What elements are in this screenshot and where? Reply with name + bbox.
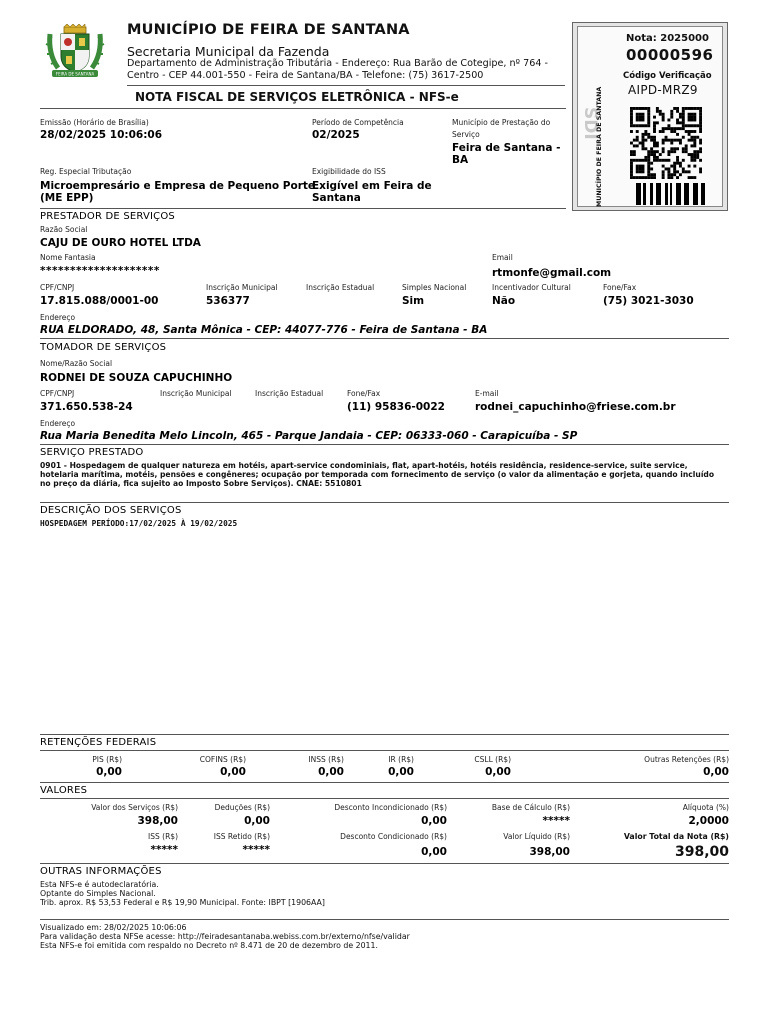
valor-liquido-label: Valor Líquido (R$)	[503, 832, 570, 841]
inscricao-municipal-value: 536377	[206, 295, 250, 307]
endereco-value: RUA ELDORADO, 48, Santa Mônica - CEP: 44077-776 - Feira de Santana - BA	[40, 324, 488, 336]
valor-total-value: 398,00	[674, 844, 729, 860]
endereco-label: Endereço	[40, 313, 76, 322]
inss-value: 0,00	[318, 766, 344, 778]
valor-servicos-value: 398,00	[137, 815, 178, 827]
nota-label: Nota: 2025000	[626, 33, 709, 44]
valores-section-title: VALORES	[40, 785, 88, 796]
outras-section-title: OUTRAS INFORMAÇÕES	[40, 866, 162, 877]
iss-label: ISS (R$)	[148, 832, 178, 841]
divider	[40, 863, 729, 864]
inscricao-estadual-label: Inscrição Estadual	[306, 283, 375, 292]
divider	[40, 444, 729, 445]
iss-value: *****	[150, 844, 178, 856]
aliquota-label: Alíquota (%)	[682, 803, 729, 812]
desconto-condicionado-value: 0,00	[421, 846, 447, 858]
municipio-label-2: Serviço	[452, 130, 480, 139]
divider	[40, 798, 729, 799]
secretaria-title: Secretaria Municipal da Fazenda	[127, 44, 330, 59]
svg-text:FEIRA DE SANTANA: FEIRA DE SANTANA	[55, 71, 95, 77]
watermark: SDI	[580, 107, 600, 140]
divider	[40, 502, 729, 503]
inscricao-municipal-label: Inscrição Municipal	[206, 283, 278, 292]
servico-text-line-2: hotelaria marítima, motéis, pensões e congêneres; ocupação por temporada com fornecimento de serviço (o valor da alimentação e gorjeta, quando incluído	[40, 470, 715, 479]
razao-social-label: Razão Social	[40, 225, 88, 234]
divider	[40, 108, 566, 109]
divider	[40, 734, 729, 735]
verification-label: Código Verificação	[623, 71, 712, 81]
divider	[40, 208, 566, 209]
municipio-value-2: BA	[452, 154, 469, 166]
divider	[40, 782, 729, 783]
tomador-fone-value: (11) 95836-0022	[347, 401, 445, 413]
reg-value-1: Microempresário e Empresa de Pequeno Porte	[40, 180, 316, 192]
fone-label: Fone/Fax	[603, 283, 637, 292]
periodo-value: 02/2025	[312, 129, 360, 141]
email-value: rtmonfe@gmail.com	[492, 267, 612, 279]
descricao-text: HOSPEDAGEM PERÍODO:17/02/2025 À 19/02/2025	[40, 519, 238, 528]
tomador-ie-label: Inscrição Estadual	[255, 389, 324, 398]
tomador-nome-value: RODNEI DE SOUZA CAPUCHINHO	[40, 372, 233, 384]
emissao-value: 28/02/2025 10:06:06	[40, 129, 163, 141]
verification-box	[572, 22, 728, 211]
valor-total-label: Valor Total da Nota (R$)	[623, 832, 729, 841]
valor-liquido-value: 398,00	[529, 846, 570, 858]
pis-label: PIS (R$)	[92, 755, 122, 764]
aliquota-value: 2,0000	[688, 815, 729, 827]
divider	[127, 85, 565, 86]
verification-code: AIPD-MRZ9	[628, 83, 698, 97]
tomador-im-label: Inscrição Municipal	[160, 389, 232, 398]
razao-social-value: CAJU DE OURO HOTEL LTDA	[40, 237, 201, 249]
header-address-line-2: Centro - CEP 44.001-550 - Feira de Santana/BA - Telefone: (75) 3617-2500	[127, 70, 484, 81]
divider	[40, 750, 729, 751]
exigibilidade-value-2: Santana	[312, 192, 361, 204]
cofins-value: 0,00	[220, 766, 246, 778]
fone-value: (75) 3021-3030	[603, 295, 694, 307]
prestador-section-title: PRESTADOR DE SERVIÇOS	[40, 211, 175, 222]
qr-code	[630, 107, 702, 179]
simples-nacional-value: Sim	[402, 295, 425, 307]
outras-line-2: Optante do Simples Nacional.	[40, 889, 156, 898]
municipality-title: MUNICÍPIO DE FEIRA DE SANTANA	[127, 22, 410, 38]
footer-line-1: Visualizado em: 28/02/2025 10:06:06	[40, 923, 187, 932]
iss-retido-value: *****	[242, 844, 270, 856]
footer-validation-link[interactable]: Para validação desta NFSe acesse: http://feiradesantanaba.webiss.com.br/externo/nfse/validar	[40, 932, 410, 941]
servico-text-line-3: no preço da diária, fica sujeito ao Imposto Sobre Serviços). CNAE: 5510801	[40, 479, 362, 488]
csll-value: 0,00	[485, 766, 511, 778]
cofins-label: COFINS (R$)	[199, 755, 246, 764]
tomador-fone-label: Fone/Fax	[347, 389, 381, 398]
reg-label: Reg. Especial Tributação	[40, 167, 132, 176]
pis-value: 0,00	[96, 766, 122, 778]
nome-fantasia-label: Nome Fantasia	[40, 253, 96, 262]
outras-retencoes-label: Outras Retenções (R$)	[644, 755, 729, 764]
outras-line-1: Esta NFS-e é autodeclaratória.	[40, 880, 159, 889]
desconto-incondicionado-value: 0,00	[421, 815, 447, 827]
header-address-line-1: Departamento de Administração Tributária - Endereço: Rua Barão de Cotegipe, nº 764 -	[127, 58, 548, 69]
servico-section-title: SERVIÇO PRESTADO	[40, 447, 144, 458]
tomador-nome-label: Nome/Razão Social	[40, 359, 113, 368]
deducoes-label: Deduções (R$)	[214, 803, 270, 812]
valor-servicos-label: Valor dos Serviços (R$)	[91, 803, 178, 812]
barcode	[627, 183, 705, 205]
cnpj-value: 17.815.088/0001-00	[40, 295, 159, 307]
exigibilidade-label: Exigibilidade do ISS	[312, 167, 386, 176]
tomador-section-title: TOMADOR DE SERVIÇOS	[40, 342, 167, 353]
simples-nacional-label: Simples Nacional	[402, 283, 467, 292]
nota-number: 00000596	[626, 46, 714, 64]
incentivador-value: Não	[492, 295, 516, 307]
inss-label: INSS (R$)	[308, 755, 344, 764]
servico-text-line-1: 0901 - Hospedagem de qualquer natureza em hotéis, apart-service condominiais, flat, apart-hotéis, hotéis residência, residence-service, suite service,	[40, 461, 688, 470]
email-label: Email	[492, 253, 513, 262]
incentivador-label: Incentivador Cultural	[492, 283, 571, 292]
csll-label: CSLL (R$)	[474, 755, 511, 764]
descricao-section-title: DESCRIÇÃO DOS SERVIÇOS	[40, 505, 182, 516]
ir-label: IR (R$)	[388, 755, 414, 764]
emissao-label: Emissão (Horário de Brasília)	[40, 118, 149, 127]
tomador-email-value: rodnei_capuchinho@friese.com.br	[475, 401, 676, 413]
deducoes-value: 0,00	[244, 815, 270, 827]
reg-value-2: (ME EPP)	[40, 192, 94, 204]
base-calculo-value: *****	[542, 815, 570, 827]
divider	[40, 919, 729, 920]
cnpj-label: CPF/CNPJ	[40, 283, 75, 292]
nome-fantasia-value: ********************	[40, 265, 160, 277]
vertical-municipality-text: MUNICÍPIO DE FEIRA DE SANTANA	[596, 86, 603, 207]
outras-line-3: Trib. aprox. R$ 53,53 Federal e R$ 19,90 Municipal. Fonte: IBPT [1906AA]	[40, 898, 325, 907]
coat-of-arms-logo	[44, 24, 106, 80]
municipio-value-1: Feira de Santana -	[452, 142, 561, 154]
divider	[40, 338, 729, 339]
retencoes-section-title: RETENÇÕES FEDERAIS	[40, 737, 157, 748]
footer-line-3: Esta NFS-e foi emitida com respaldo no Decreto nº 8.471 de 20 de dezembro de 2011.	[40, 941, 378, 950]
desconto-incondicionado-label: Desconto Incondicionado (R$)	[334, 803, 447, 812]
tomador-email-label: E-mail	[475, 389, 499, 398]
exigibilidade-value-1: Exigível em Feira de	[312, 180, 432, 192]
municipio-label-1: Município de Prestação do	[452, 118, 551, 127]
tomador-endereco-label: Endereço	[40, 419, 76, 428]
tomador-endereco-value: Rua Maria Benedita Melo Lincoln, 465 - Parque Jandaia - CEP: 06333-060 - Carapicuíba - SP	[40, 430, 578, 442]
outras-retencoes-value: 0,00	[703, 766, 729, 778]
desconto-condicionado-label: Desconto Condicionado (R$)	[340, 832, 447, 841]
iss-retido-label: ISS Retido (R$)	[213, 832, 270, 841]
ir-value: 0,00	[388, 766, 414, 778]
tomador-cpf-label: CPF/CNPJ	[40, 389, 75, 398]
tomador-cpf-value: 371.650.538-24	[40, 401, 133, 413]
document-title: NOTA FISCAL DE SERVIÇOS ELETRÔNICA - NFS-e	[135, 90, 459, 104]
base-calculo-label: Base de Cálculo (R$)	[491, 803, 570, 812]
periodo-label: Período de Competência	[312, 118, 404, 127]
